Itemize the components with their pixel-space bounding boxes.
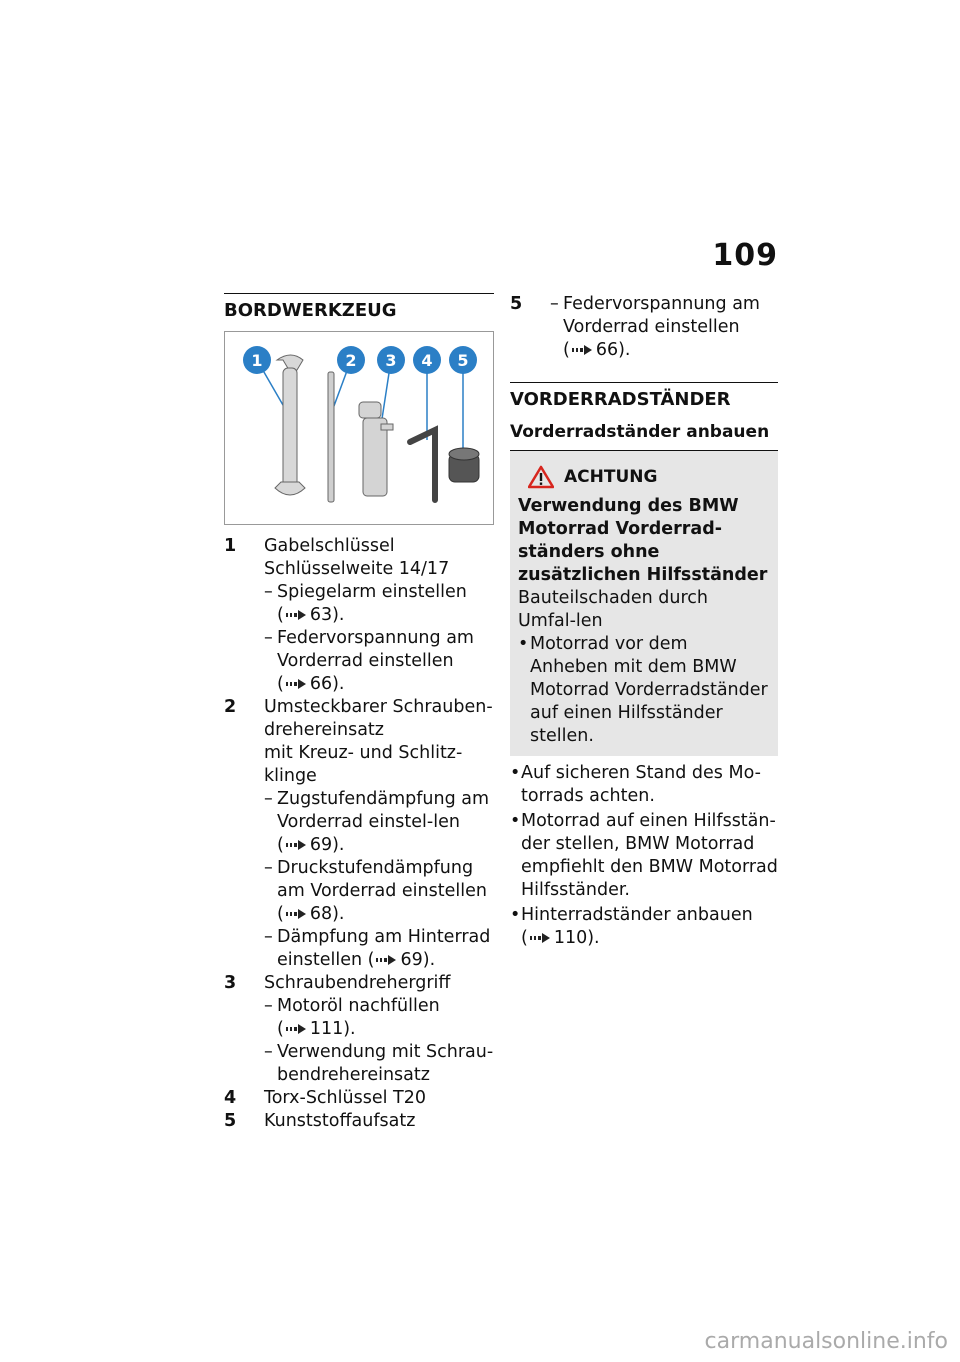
section-heading-vorderradstaender: VORDERRADSTÄNDER bbox=[510, 382, 778, 420]
tool-item bbox=[224, 535, 494, 696]
section-heading-bordwerkzeug: BORDWERKZEUG bbox=[224, 293, 494, 331]
sub-usage: – Motoröl nachfüllen ( 111). bbox=[264, 996, 440, 1039]
toolkit-figure bbox=[224, 331, 494, 525]
page-ref[interactable]: 111). bbox=[309, 1019, 356, 1039]
step-item: • Motorrad auf einen Hilfsstän-der stellen, BMW Motorrad empfiehlt den BMW Motorrad Hilfsständer. bbox=[510, 811, 778, 900]
item-description: Torx-Schlüssel T20 bbox=[264, 1088, 426, 1108]
item-number: 1 bbox=[224, 536, 237, 556]
step-item: • Hinterradständer anbauen ( 110). bbox=[510, 905, 753, 948]
tool-item bbox=[224, 972, 494, 1087]
page-ref-arrow-icon bbox=[286, 1023, 308, 1035]
warning-cause: Verwendung des BMW Motorrad Vorderrad-ständers ohne zusätzlichen Hilfsständer bbox=[518, 496, 768, 585]
tool-item bbox=[224, 1087, 494, 1110]
page-ref-arrow-icon bbox=[286, 678, 308, 690]
tool-list bbox=[224, 535, 494, 1133]
item-description: Kunststoffaufsatz bbox=[264, 1111, 416, 1131]
sub-usage: – Spiegelarm einstellen ( 63). bbox=[264, 582, 467, 625]
right-column bbox=[510, 293, 778, 950]
item-number: 2 bbox=[224, 697, 237, 717]
item-number: 3 bbox=[224, 973, 237, 993]
warning-title: ACHTUNG bbox=[564, 466, 658, 487]
warning-triangle-icon bbox=[528, 465, 554, 489]
page-ref[interactable]: 66). bbox=[595, 340, 631, 360]
sub-usage: – Federvorspannung am Vorderrad einstellen ( 66). bbox=[264, 628, 474, 694]
item-number: 5 bbox=[224, 1111, 237, 1131]
tool-item bbox=[224, 1110, 494, 1133]
subheading-anbauen: Vorderradständer anbauen bbox=[510, 422, 770, 442]
page-ref[interactable]: 68). bbox=[309, 904, 345, 924]
item-description: mit Kreuz- und Schlitz-klinge bbox=[264, 743, 463, 786]
callout-4: 4 bbox=[421, 351, 433, 370]
step-item: • Auf sicheren Stand des Mo-torrads achten. bbox=[510, 763, 761, 806]
page-ref-arrow-icon bbox=[530, 932, 552, 944]
tool-item bbox=[224, 696, 494, 972]
page-ref-arrow-icon bbox=[286, 839, 308, 851]
page-ref-arrow-icon bbox=[286, 609, 308, 621]
page-ref[interactable]: 69). bbox=[309, 835, 345, 855]
page-ref[interactable]: 110). bbox=[553, 928, 600, 948]
callout-5: 5 bbox=[457, 351, 469, 370]
item-description: Gabelschlüssel bbox=[264, 536, 395, 556]
left-column bbox=[224, 293, 494, 1133]
warning-box bbox=[510, 450, 778, 756]
page-ref-arrow-icon bbox=[572, 344, 594, 356]
sub-usage: – Druckstufendämpfung am Vorderrad einstellen ( 68). bbox=[264, 858, 487, 924]
sub-usage: – Zugstufendämpfung am Vorderrad einstel-len ( 69). bbox=[264, 789, 490, 855]
sub-usage: – Dämpfung am Hinterrad einstellen ( 69). bbox=[264, 927, 491, 970]
item-number: 4 bbox=[224, 1088, 237, 1108]
page-number: 109 bbox=[712, 238, 778, 273]
page-ref-arrow-icon bbox=[376, 954, 398, 966]
warning-action: • Motorrad vor dem Anheben mit dem BMW Motorrad Vorderradständer auf einen Hilfsständer stellen. bbox=[518, 634, 768, 746]
step-list bbox=[510, 762, 778, 950]
item-number: 5 bbox=[510, 294, 523, 314]
page-ref[interactable]: 63). bbox=[309, 605, 345, 625]
callout-2: 2 bbox=[345, 351, 357, 370]
sub-usage: – Federvorspannung am Vorderrad einstellen ( 66). bbox=[550, 294, 760, 360]
callout-3: 3 bbox=[385, 351, 397, 370]
item-description: Umsteckbarer Schrauben-drehereinsatz bbox=[264, 697, 493, 740]
sub-usage: – Verwendung mit Schrau-bendrehereinsatz bbox=[264, 1042, 494, 1085]
item-description: Schraubendrehergriff bbox=[264, 973, 451, 993]
page-ref[interactable]: 69). bbox=[400, 950, 436, 970]
toolkit-illustration bbox=[225, 332, 493, 524]
callout-1: 1 bbox=[251, 351, 263, 370]
tool-item-5-continued bbox=[510, 293, 778, 362]
item-description: Schlüsselweite 14/17 bbox=[264, 559, 450, 579]
watermark: carmanualsonline.info bbox=[704, 1329, 948, 1354]
page-ref[interactable]: 66). bbox=[309, 674, 345, 694]
warning-consequence: Bauteilschaden durch Umfal-len bbox=[518, 588, 708, 631]
page-ref-arrow-icon bbox=[286, 908, 308, 920]
